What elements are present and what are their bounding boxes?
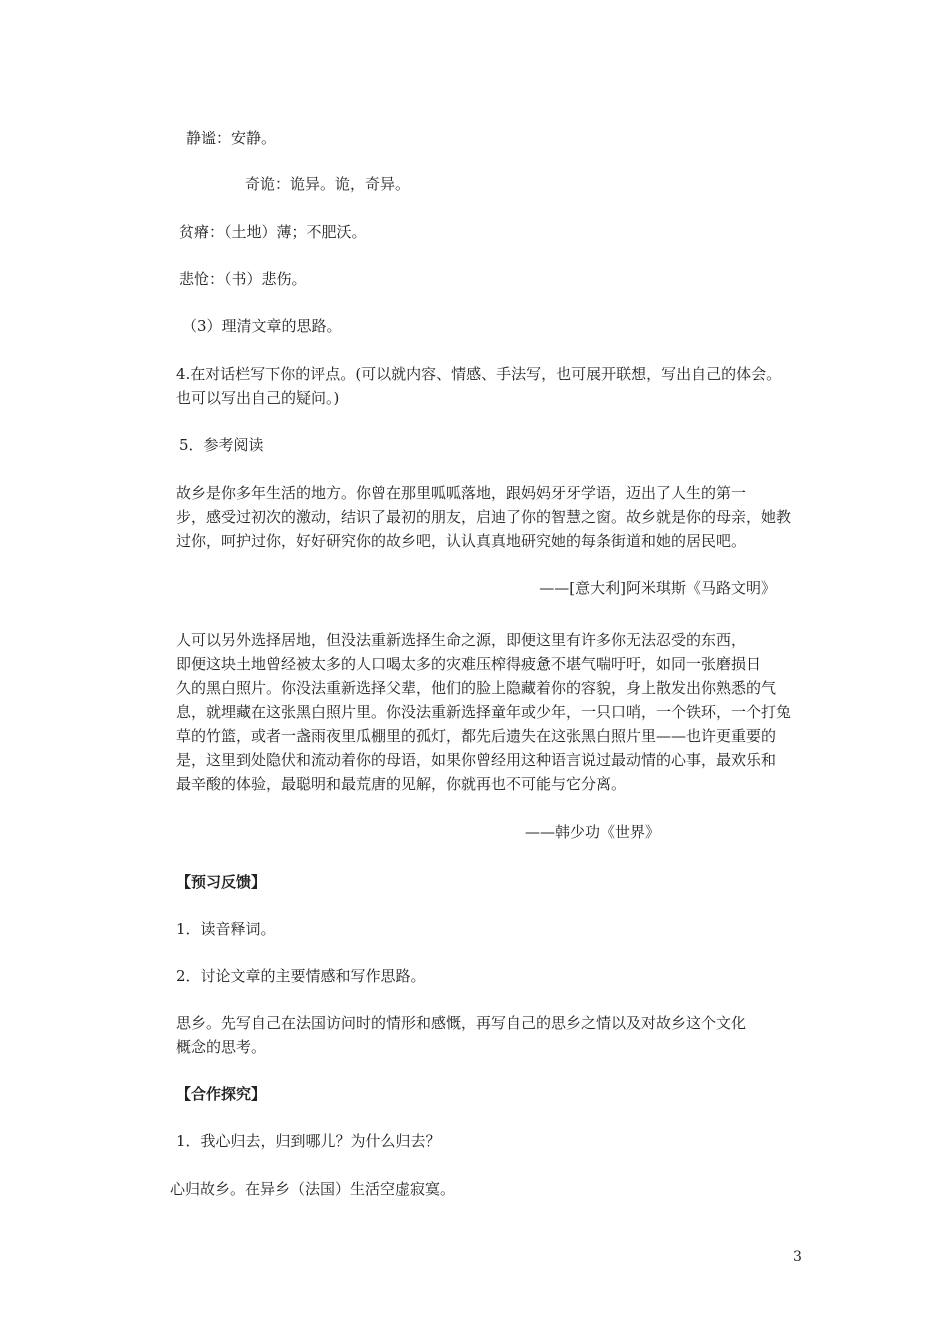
step-3: （3）理清文章的思路。 xyxy=(182,317,342,335)
vocab-jingmi: 静谧：安静。 xyxy=(186,129,277,147)
coop-heading: 【合作探究】 xyxy=(176,1085,267,1103)
vocab-beichuang: 悲怆：（书）悲伤。 xyxy=(179,270,307,288)
reading-2-text: 人可以另外选择居地，但没法重新选择生命之源，即便这里有许多你无法忍受的东西， 即便这块土地曾经被太多的人口喝太多的灾难压榨得疲惫不堪气喘吁吁，如同一张磨损日 久的黑白照片。你没法重新选择父辈，他们的脸上隐藏着你的容貌，身上散发出你熟悉的气 息，就埋藏在这张黑白照片里。你没法重新选择童年或少年，一只口哨，一个铁环，一个打兔 草的竹篮，或者一盏雨夜里瓜棚里的孤灯，都先后遗失在这张黑白照片里——也许更重要的 是，这里到处隐伏和流动着你的母语，如果你曾经用这种语言说过最动情的心事，最欢乐和 最辛酸的体验，最聪明和最荒唐的见解，你就再也不可能与它分离。 xyxy=(176,631,792,793)
reading-1-text: 故乡是你多年生活的地方。你曾在那里呱呱落地，跟妈妈牙牙学语，迈出了人生的第一 步，感受过初次的激动，结识了最初的朋友，启迪了你的智慧之窗。故乡就是你的母亲，她教 过你，呵护过你，好好研究你的故乡吧，认认真真地研究她的每条街道和她的居民吧。 xyxy=(176,484,792,550)
preview-item-2: 2．讨论文章的主要情感和写作思路。 xyxy=(176,967,426,985)
preview-item-1: 1．读音释词。 xyxy=(176,920,276,938)
coop-question-1: 1．我心归去，归到哪儿？为什么归去？ xyxy=(176,1132,441,1150)
reading-1-source: ——[意大利]阿米琪斯《马路文明》 xyxy=(539,579,776,597)
step-4: 4.在对话栏写下你的评点。(可以就内容、情感、手法写，也可展开联想，写出自己的体会。 也可以写出自己的疑问。) xyxy=(176,365,782,407)
step-5: 5．参考阅读 xyxy=(179,436,264,454)
page-number: 3 xyxy=(793,1249,802,1265)
preview-heading: 【预习反馈】 xyxy=(176,873,267,891)
reading-2-source: ——韩少功《世界》 xyxy=(524,823,660,841)
preview-answer: 思乡。先写自己在法国访问时的情形和感慨，再写自己的思乡之情以及对故乡这个文化 概念的思考。 xyxy=(176,1014,747,1056)
vocab-pinji: 贫瘠：（土地）薄；不肥沃。 xyxy=(179,223,367,241)
coop-answer-1: 心归故乡。在异乡（法国）生活空虚寂寞。 xyxy=(170,1180,456,1198)
vocab-qigui: 奇诡：诡异。诡，奇异。 xyxy=(245,175,411,193)
